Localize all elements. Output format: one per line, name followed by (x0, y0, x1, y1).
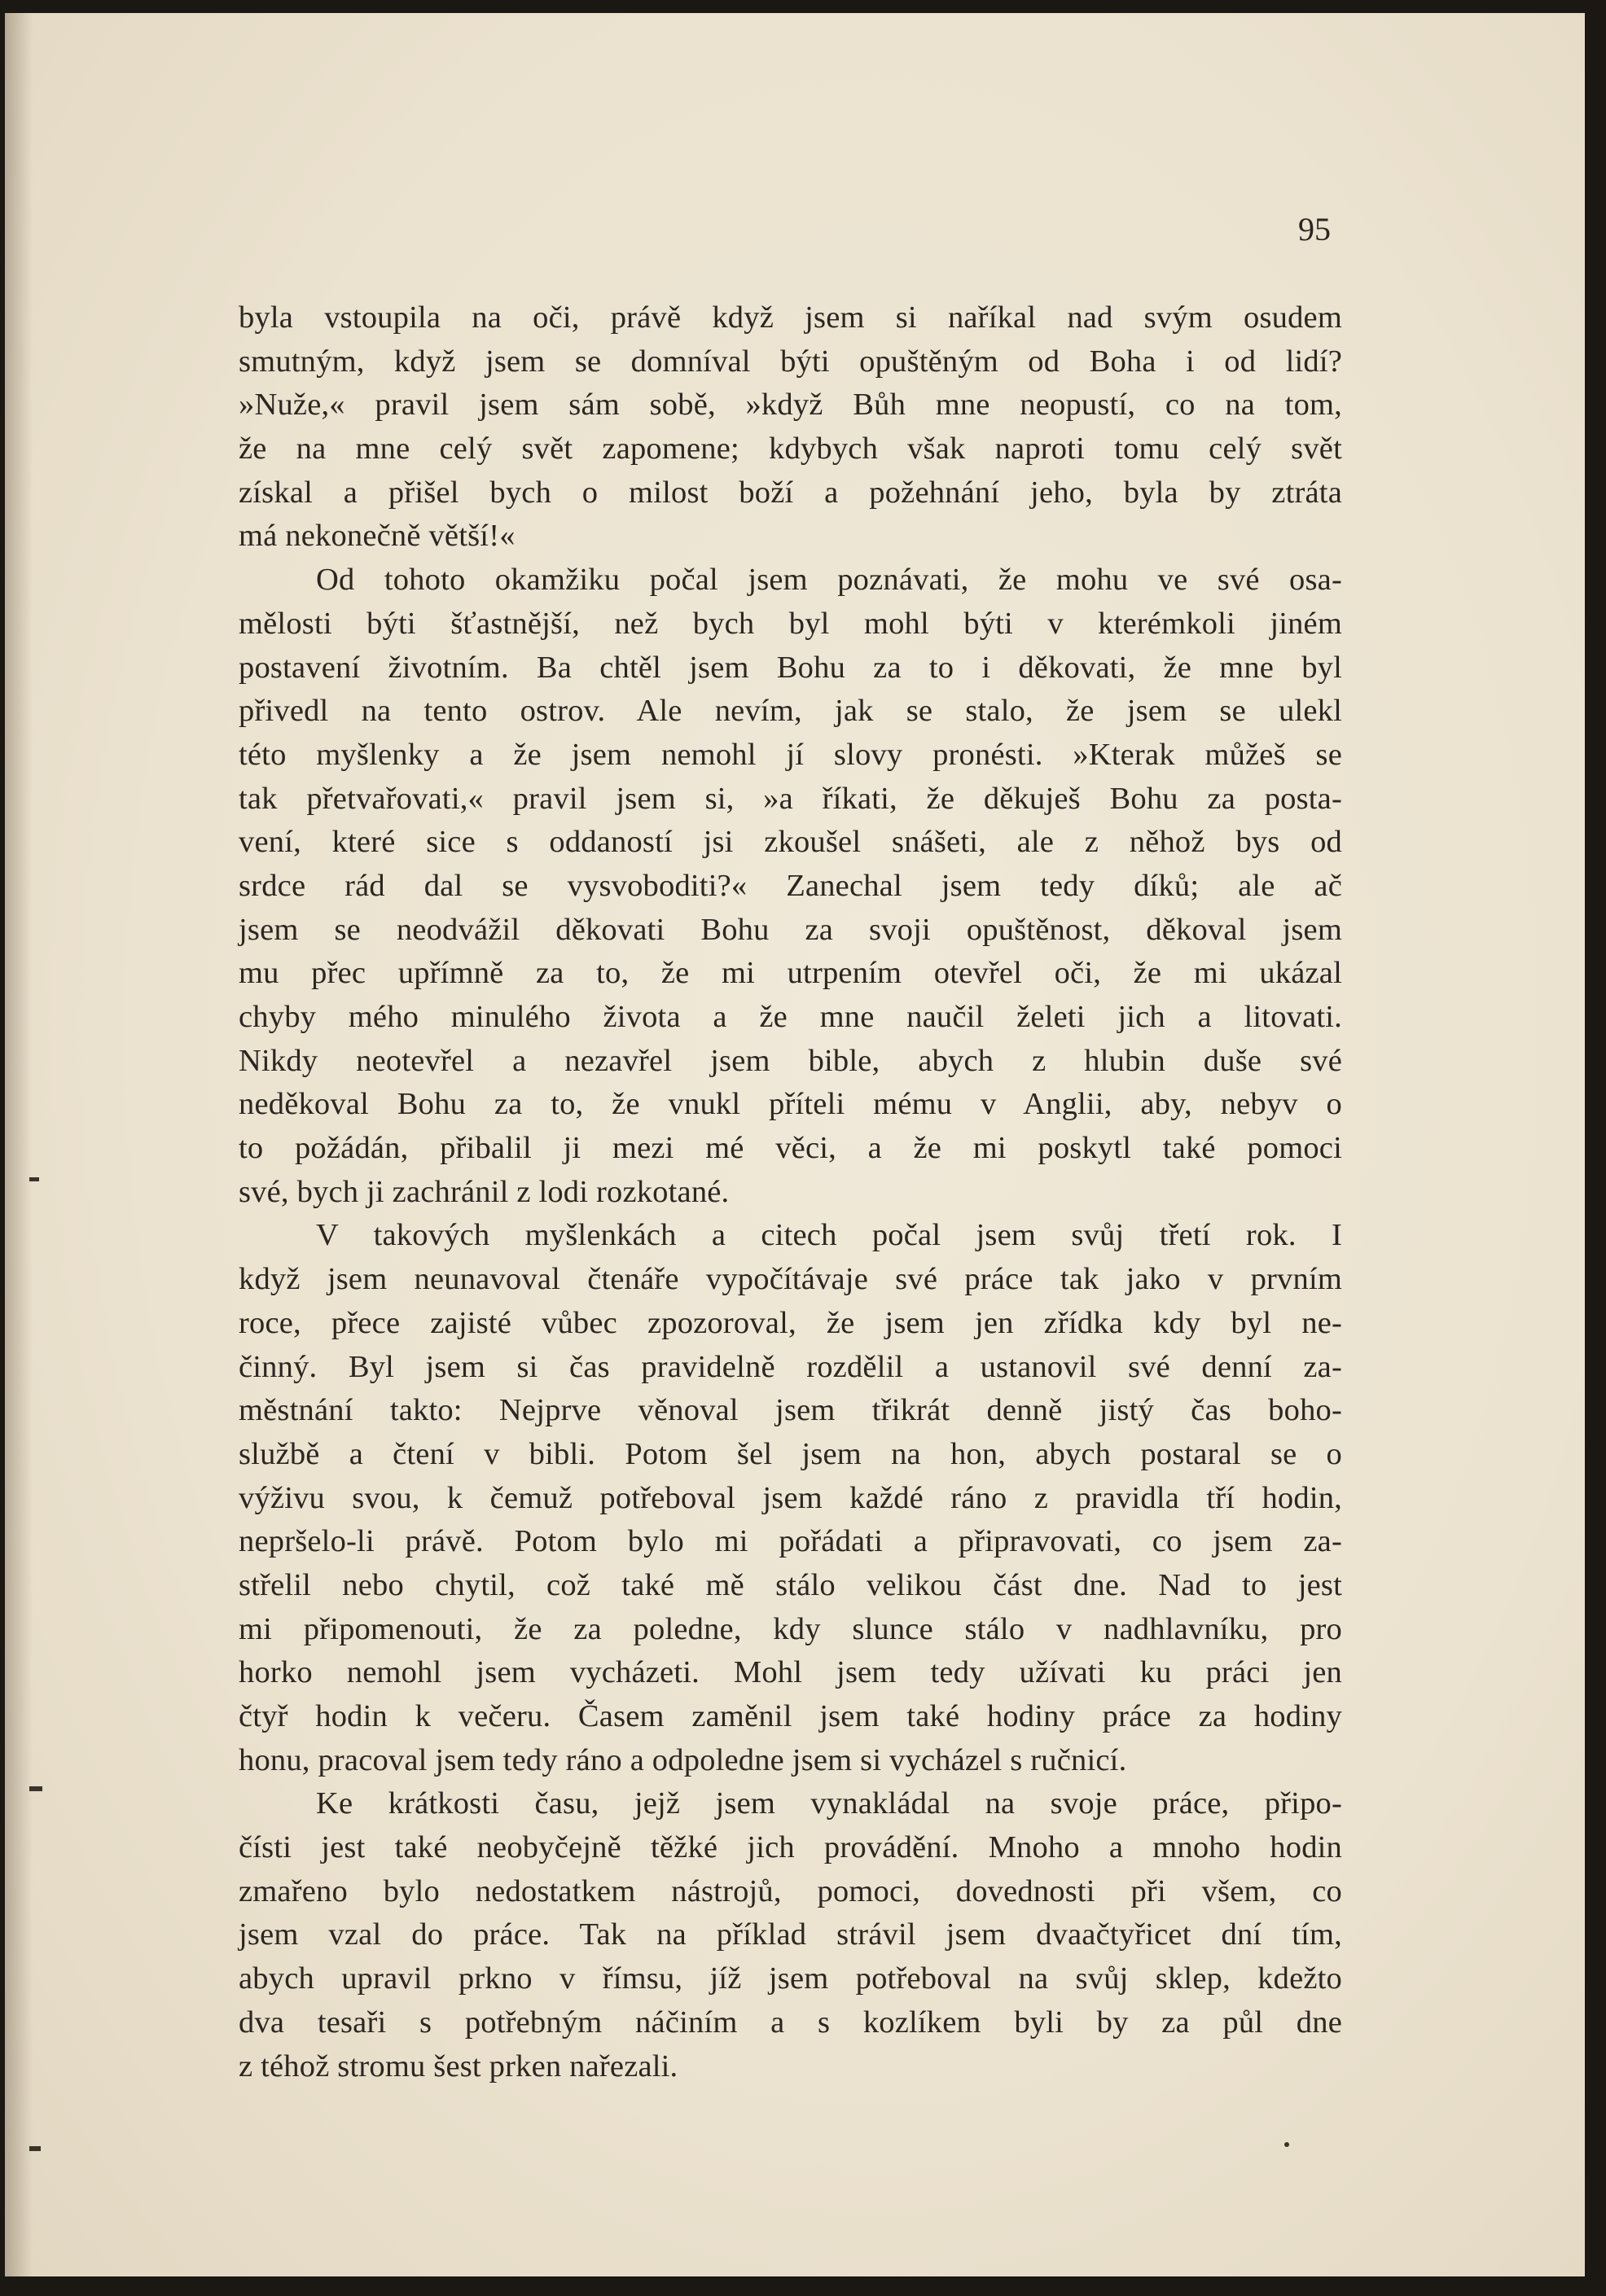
text-line: zmařeno bylo nedostatkem nástrojů, pomoci, dovednosti při všem, co (239, 1873, 1342, 1908)
page-number: 95 (1298, 211, 1331, 248)
text-line: Od tohoto okamžiku počal jsem poznávati, že mohu ve své osa- (316, 563, 1342, 598)
text-line: »Nuže,« pravil jsem sám sobě, »když Bůh mne neopustí, co na tom, (239, 388, 1342, 423)
text-line: postavení životním. Ba chtěl jsem Bohu za to i děkovati, že mne byl (239, 650, 1342, 685)
text-line: mělosti býti šťastnější, než bych byl mohl býti v kterémkoli jiném (239, 606, 1342, 641)
text-line: V takových myšlenkách a citech počal jsem svůj třetí rok. I (316, 1218, 1342, 1253)
body-text (239, 296, 1342, 2088)
text-line: mi připomenouti, že za poledne, kdy slunce stálo v nadhlavníku, pro (239, 1611, 1342, 1646)
text-line: své, bych ji zachránil z lodi rozkotané. (239, 1174, 730, 1209)
text-line: nepršelo-li právě. Potom bylo mi pořádati a připravovati, co jsem za- (239, 1524, 1342, 1559)
text-line: získal a přišel bych o milost boží a požehnání jeho, byla by ztráta (239, 475, 1342, 510)
text-line: střelil nebo chytil, což také mě stálo velikou část dne. Nad to jest (239, 1567, 1342, 1602)
text-line: byla vstoupila na oči, právě když jsem si naříkal nad svým osudem (239, 300, 1342, 335)
text-line: dva tesaři s potřebným náčiním a s kozlíkem byli by za půl dne (239, 2005, 1342, 2040)
margin-mark (29, 2146, 41, 2151)
text-line: jsem vzal do práce. Tak na příklad strávil jsem dvaačtyřicet dní tím, (239, 1917, 1342, 1952)
text-line: honu, pracoval jsem tedy ráno a odpoledne jsem si vycházel s ručnicí. (239, 1742, 1127, 1777)
text-line: chyby mého minulého života a že mne naučil želeti jich a litovati. (239, 1000, 1342, 1034)
text-line: z téhož stromu šest prken nařezali. (239, 2048, 678, 2083)
text-line: městnání takto: Nejprve věnoval jsem třikrát denně jistý čas boho- (239, 1393, 1342, 1428)
text-line: roce, přece zajisté vůbec zpozoroval, že jsem jen zřídka kdy byl ne- (239, 1305, 1342, 1340)
text-line: má nekonečně větší!« (239, 519, 516, 554)
text-line: Nikdy neotevřel a nezavřel jsem bible, abych z hlubin duše své (239, 1043, 1342, 1078)
text-line: této myšlenky a že jsem nemohl jí slovy pronésti. »Kterak můžeš se (239, 737, 1342, 772)
book-page (5, 13, 1585, 2276)
text-line: jsem se neodvážil děkovati Bohu za svoji opuštěnost, děkoval jsem (239, 912, 1342, 947)
text-line: čísti jest také neobyčejně těžké jich provádění. Mnoho a mnoho hodin (239, 1830, 1342, 1865)
margin-mark (29, 1177, 39, 1181)
text-line: že na mne celý svět zapomene; kdybych však naproti tomu celý svět (239, 432, 1342, 467)
text-line: když jsem neunavoval čtenáře vypočítávaje své práce tak jako v prvním (239, 1262, 1342, 1297)
text-line: abych upravil prkno v římsu, jíž jsem potřeboval na svůj sklep, kdežto (239, 1961, 1342, 1996)
margin-mark (1284, 2142, 1289, 2147)
spine-shadow (5, 13, 33, 2276)
text-line: službě a čtení v bibli. Potom šel jsem na hon, abych postaral se o (239, 1436, 1342, 1471)
text-line: neděkoval Bohu za to, že vnukl příteli mému v Anglii, aby, nebyv o (239, 1087, 1342, 1122)
text-line: přivedl na tento ostrov. Ale nevím, jak se stalo, že jsem se ulekl (239, 694, 1342, 729)
margin-mark (29, 1786, 42, 1791)
text-line: mu přec upřímně za to, že mi utrpením otevřel oči, že mi ukázal (239, 956, 1342, 991)
text-line: výživu svou, k čemuž potřeboval jsem každé ráno z pravidla tří hodin, (239, 1480, 1342, 1515)
text-line: čtyř hodin k večeru. Časem zaměnil jsem také hodiny práce za hodiny (239, 1699, 1342, 1733)
text-line: smutným, když jsem se domníval býti opuštěným od Boha i od lidí? (239, 344, 1342, 379)
text-line: horko nemohl jsem vycházeti. Mohl jsem tedy užívati ku práci jen (239, 1655, 1342, 1690)
text-line: tak přetvařovati,« pravil jsem si, »a říkati, že děkuješ Bohu za posta- (239, 781, 1342, 816)
text-line: Ke krátkosti času, jejž jsem vynakládal na svoje práce, připo- (316, 1786, 1342, 1821)
text-line: vení, které sice s oddaností jsi zkoušel snášeti, ale z něhož bys od (239, 825, 1342, 860)
text-line: to požádán, přibalil ji mezi mé věci, a že mi poskytl také pomoci (239, 1131, 1342, 1166)
text-line: činný. Byl jsem si čas pravidelně rozdělil a ustanovil své denní za- (239, 1349, 1342, 1384)
text-line: srdce rád dal se vysvoboditi?« Zanechal jsem tedy díků; ale ač (239, 868, 1342, 903)
